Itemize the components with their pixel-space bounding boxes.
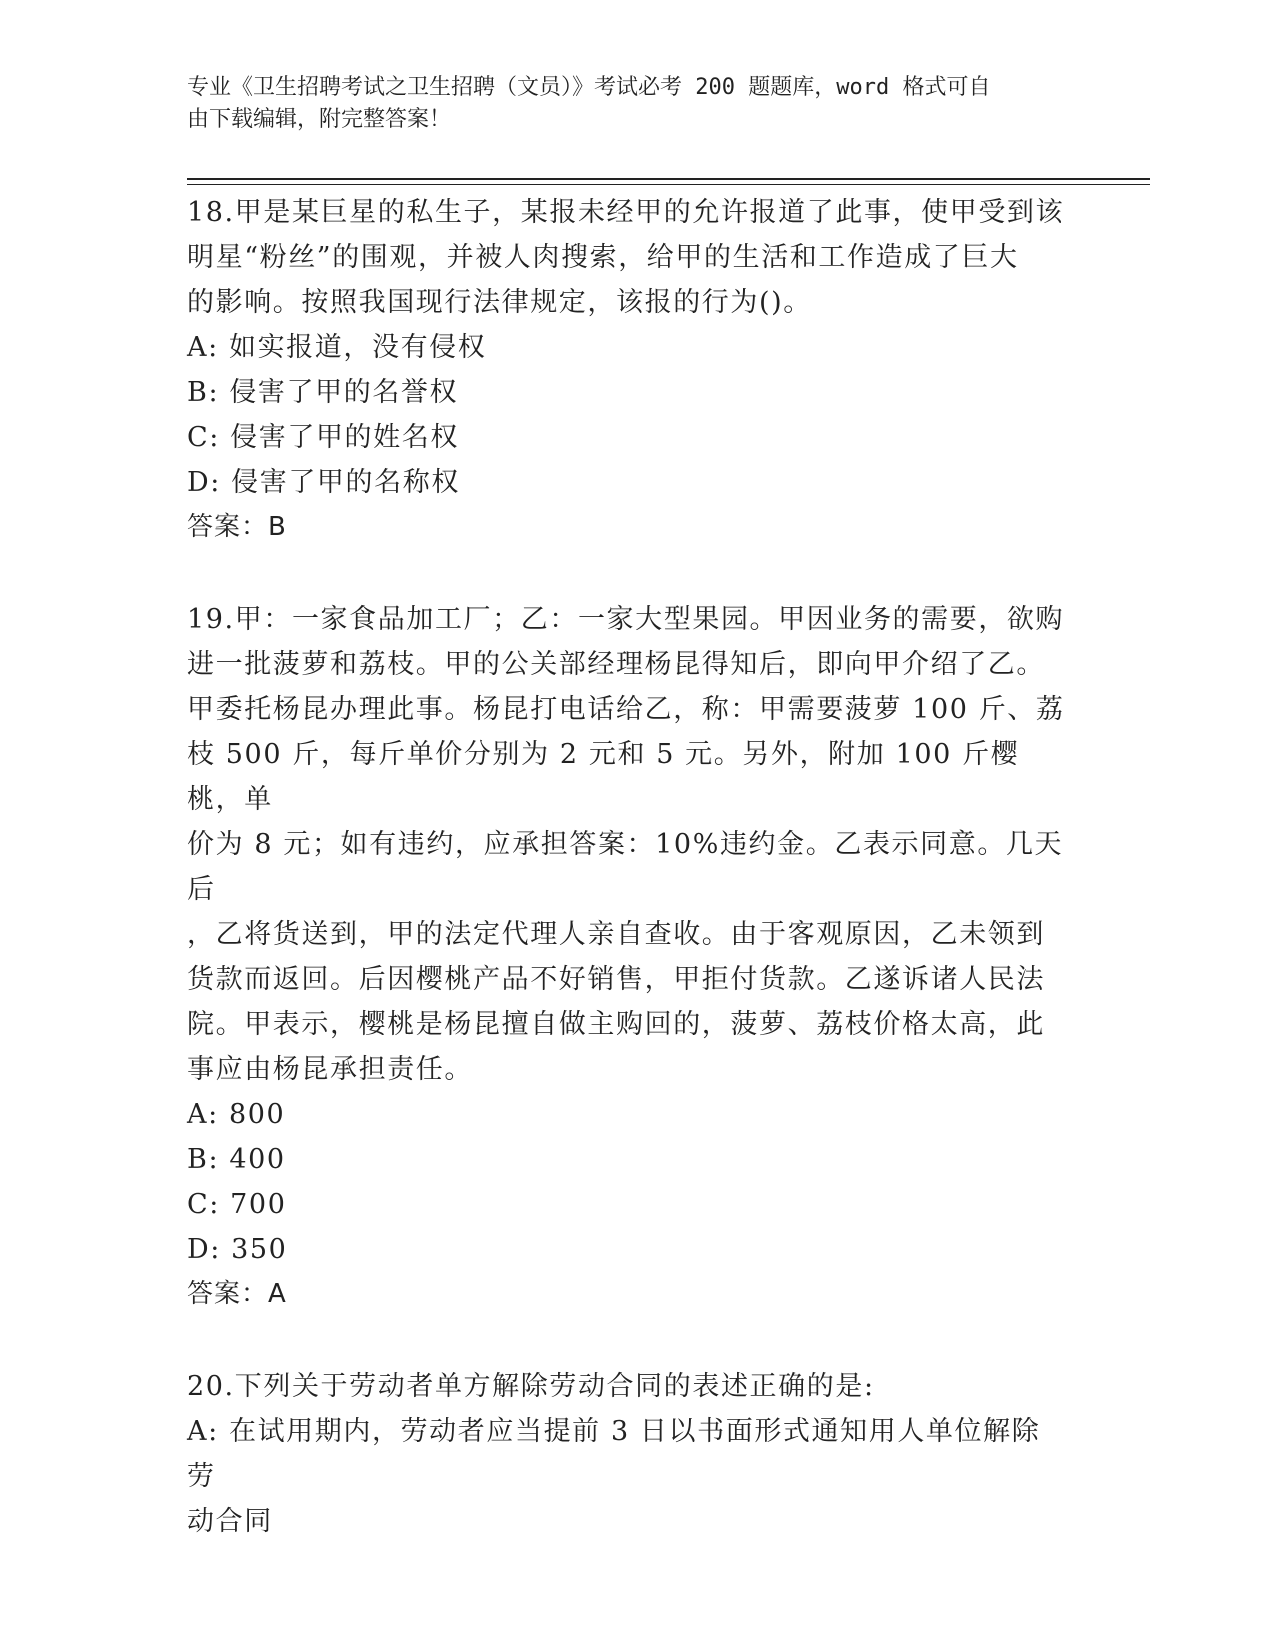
answer-line: 答案：B <box>187 512 287 542</box>
question-stem-line: 价为 8 元；如有违约，应承担答案：10%违约金。乙表示同意。几天后 <box>187 829 1064 905</box>
question-spacer <box>187 1317 1067 1364</box>
option-a-continued: 动合同 <box>187 1506 273 1537</box>
header-divider-thin <box>187 184 1150 185</box>
question-stem-line: 的影响。按照我国现行法律规定，该报的行为()。 <box>187 287 812 318</box>
question-spacer <box>187 550 1067 597</box>
question-stem-line: 枝 500 斤，每斤单价分别为 2 元和 5 元。另外，附加 100 斤樱桃，单 <box>187 739 1020 815</box>
option-c: C: 700 <box>187 1189 287 1220</box>
option-d: D: 350 <box>187 1234 288 1265</box>
question-stem-line: 明星“粉丝”的围观，并被人肉搜索，给甲的生活和工作造成了巨大 <box>187 242 1019 273</box>
header-line: 由下载编辑，附完整答案！ <box>187 107 452 132</box>
question-18 <box>187 190 1067 550</box>
document-header <box>187 72 1067 136</box>
question-stem-line: ，乙将货送到，甲的法定代理人亲自查收。由于客观原因，乙未领到 <box>187 919 1045 950</box>
question-stem-line: 18.甲是某巨星的私生子，某报未经甲的允许报道了此事，使甲受到该 <box>187 197 1065 228</box>
question-stem-line: 进一批菠萝和荔枝。甲的公关部经理杨昆得知后，即向甲介绍了乙。 <box>187 649 1045 680</box>
question-stem-line: 甲委托杨昆办理此事。杨昆打电话给乙，称：甲需要菠萝 100 斤、荔 <box>187 694 1065 725</box>
answer-line: 答案：A <box>187 1279 287 1309</box>
question-stem-line: 事应由杨昆承担责任。 <box>187 1054 473 1085</box>
option-a: A: 如实报道，没有侵权 <box>187 332 487 363</box>
option-b: B: 400 <box>187 1144 286 1175</box>
option-c: C: 侵害了甲的姓名权 <box>187 422 459 453</box>
option-d: D: 侵害了甲的名称权 <box>187 467 460 498</box>
question-list <box>187 190 1067 1544</box>
question-20 <box>187 1364 1067 1544</box>
header-line: 专业《卫生招聘考试之卫生招聘（文员）》考试必考 200 题题库，word 格式可自 <box>187 75 991 100</box>
question-stem-line: 19.甲：一家食品加工厂；乙：一家大型果园。甲因业务的需要，欲购 <box>187 604 1065 635</box>
option-b: B: 侵害了甲的名誉权 <box>187 377 459 408</box>
option-a: A: 800 <box>187 1099 286 1130</box>
header-divider-thick <box>187 178 1150 180</box>
question-stem-line: 货款而返回。后因樱桃产品不好销售，甲拒付货款。乙遂诉诸人民法 <box>187 964 1045 995</box>
question-19 <box>187 597 1067 1317</box>
question-stem-line: 院。甲表示，樱桃是杨昆擅自做主购回的，菠萝、荔枝价格太高，此 <box>187 1009 1045 1040</box>
question-stem-line: 20.下列关于劳动者单方解除劳动合同的表述正确的是: <box>187 1371 875 1402</box>
option-a: A: 在试用期内，劳动者应当提前 3 日以书面形式通知用人单位解除劳 <box>187 1416 1041 1492</box>
